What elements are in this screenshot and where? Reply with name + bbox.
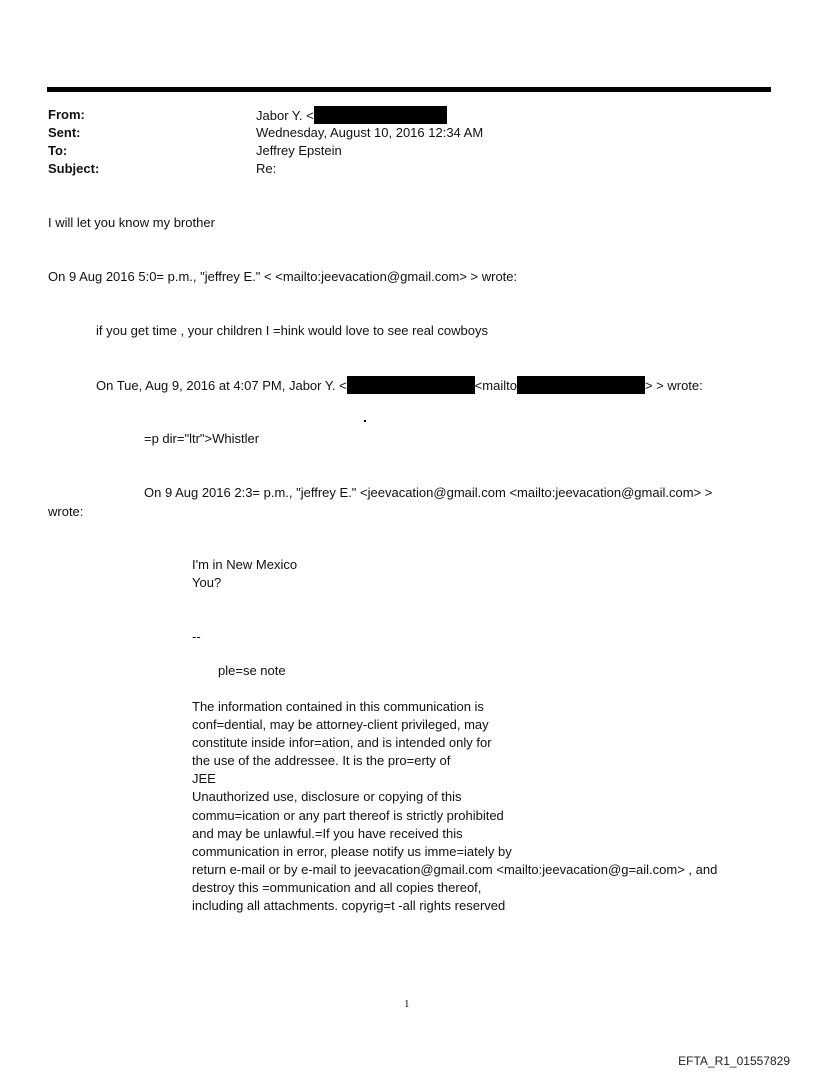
- disclaimer-line: destroy this =ommunication and all copies thereof,: [192, 879, 482, 895]
- quote2-header-end: > > wrote:: [644, 378, 703, 393]
- redaction-block: [314, 106, 447, 124]
- quote2-text: =p dir="ltr">Whistler: [144, 431, 260, 446]
- quote3-line2: You?: [192, 575, 222, 590]
- sent-value: Wednesday, August 10, 2016 12:34 AM: [256, 125, 484, 140]
- disclaimer-line: Unauthorized use, disclosure or copying of this: [192, 789, 462, 805]
- disclaimer-block: [192, 698, 717, 915]
- disclaimer-line: constitute inside infor=ation, and is intended only for: [192, 735, 492, 751]
- disclaimer-line: return e-mail or by e-mail to jeevacation@gmail.com <mailto:jeevacation@g=ail.com> , and: [192, 861, 718, 877]
- redaction-block: [347, 376, 475, 394]
- disclaimer-line: commu=ication or any part thereof is strictly prohibited: [192, 807, 504, 823]
- header-rule: [47, 87, 771, 92]
- redaction-block: [517, 376, 645, 394]
- page-number: 1: [404, 998, 410, 1010]
- disclaimer-line: The information contained in this communication is: [192, 699, 484, 714]
- signature-note: ple=se note: [218, 663, 286, 678]
- sent-label: Sent:: [48, 125, 81, 140]
- subject-value: Re:: [256, 161, 277, 176]
- disclaimer-line: and may be unlawful.=If you have received this: [192, 825, 463, 841]
- quote1-text: if you get time , your children I =hink would love to see real cowboys: [96, 323, 489, 338]
- to-label: To:: [48, 143, 68, 158]
- stray-mark: [364, 420, 366, 422]
- subject-label: Subject:: [48, 161, 100, 176]
- disclaimer-line: communication in error, please notify us imme=iately by: [192, 843, 512, 859]
- document-id: EFTA_R1_01557829: [678, 1054, 790, 1068]
- to-value: Jeffrey Epstein: [256, 143, 342, 158]
- quote2-header: [96, 376, 703, 395]
- quote3-header: On 9 Aug 2016 2:3= p.m., "jeffrey E." <jeevacation@gmail.com <mailto:jeevacation@gmail.com> >: [144, 485, 713, 500]
- quote2-header-start: On Tue, Aug 9, 2016 at 4:07 PM, Jabor Y. <: [96, 378, 347, 393]
- from-value: [256, 106, 447, 125]
- quote3-header-wrap: wrote:: [48, 504, 84, 519]
- from-label: From:: [48, 107, 85, 122]
- quote1-header: On 9 Aug 2016 5:0= p.m., "jeffrey E." < <mailto:jeevacation@gmail.com> > wrote:: [48, 269, 518, 284]
- disclaimer-line: JEE: [192, 771, 216, 787]
- quote3-line1: I'm in New Mexico: [192, 557, 298, 572]
- disclaimer-line: including all attachments. copyrig=t -all rights reserved: [192, 898, 506, 914]
- from-value-text: Jabor Y. <: [256, 108, 314, 123]
- disclaimer-line: conf=dential, may be attorney-client privileged, may: [192, 717, 489, 733]
- quote2-header-mailto: <mailto: [474, 378, 517, 393]
- signature-dashes: --: [192, 629, 201, 644]
- disclaimer-line: the use of the addressee. It is the pro=erty of: [192, 753, 451, 769]
- reply-text: I will let you know my brother: [48, 215, 215, 230]
